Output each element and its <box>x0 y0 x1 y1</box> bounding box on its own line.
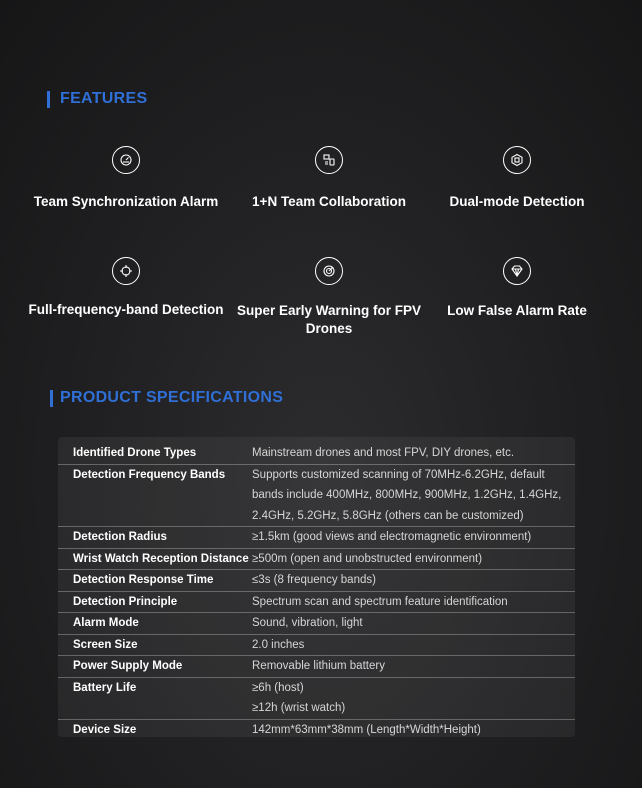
spec-row <box>58 720 575 741</box>
chip-icon <box>503 146 531 174</box>
spec-row <box>58 570 575 592</box>
spec-value-line: Supports customized scanning of 70MHz-6.2GHz, default <box>252 468 545 481</box>
spec-value-line: 2.0 inches <box>252 638 305 651</box>
specs-heading <box>50 389 283 407</box>
feature-label: Super Early Warning for FPV Drones <box>236 303 422 336</box>
spec-key: Detection Response Time <box>73 574 214 586</box>
feature-label: Team Synchronization Alarm <box>33 194 219 209</box>
spec-value <box>252 678 575 719</box>
feature-dual-mode-detection <box>417 146 617 211</box>
spec-key: Detection Principle <box>73 595 178 608</box>
spec-key: Device Size <box>73 723 137 736</box>
spec-value-line: Spectrum scan and spectrum feature identification <box>252 595 508 608</box>
feature-team-collaboration <box>229 146 429 211</box>
spec-key: Detection Frequency Bands <box>73 468 226 481</box>
spec-row <box>58 465 575 528</box>
heading-accent-bar <box>47 91 50 108</box>
spec-value <box>252 592 575 613</box>
feature-low-false-alarm <box>417 257 617 320</box>
spec-key: Screen Size <box>73 638 138 651</box>
features-heading-text: FEATURES <box>60 90 148 107</box>
diamond-icon <box>503 257 531 285</box>
spec-value <box>252 635 575 656</box>
spec-row <box>58 613 575 635</box>
features-heading <box>47 90 147 108</box>
spec-key: Battery Life <box>73 681 137 694</box>
spec-value-line: ≥6h (host) <box>252 681 304 694</box>
feature-label: Full-frequency-band Detection <box>28 302 224 317</box>
spec-value <box>252 527 575 548</box>
spec-value-line: ≥1.5km (good views and electromagnetic environment) <box>252 531 532 543</box>
spec-value <box>252 720 575 741</box>
specs-heading-text: PRODUCT SPECIFICATIONS <box>60 389 284 406</box>
spec-row <box>58 592 575 614</box>
spec-key: Wrist Watch Reception Distance <box>73 552 249 565</box>
crosshair-icon <box>112 257 140 285</box>
spec-row <box>58 678 575 720</box>
spec-value <box>252 443 575 464</box>
spec-key: Detection Radius <box>73 531 167 543</box>
feature-team-sync-alarm <box>26 146 226 211</box>
devices-icon <box>315 146 343 174</box>
spec-row <box>58 437 575 465</box>
spec-value-line: ≤3s (8 frequency bands) <box>252 574 376 586</box>
spec-value-line: 2.4GHz, 5.2GHz, 5.8GHz (others can be customized) <box>252 509 524 522</box>
spec-value-line: ≥500m (open and unobstructed environment) <box>252 552 483 565</box>
spec-row <box>58 527 575 549</box>
spec-value-line: bands include 400MHz, 800MHz, 900MHz, 1.2GHz, 1.4GHz, <box>252 489 562 501</box>
spec-value <box>252 465 575 527</box>
gauge-icon <box>112 146 140 174</box>
specs-table <box>58 437 575 737</box>
feature-label: 1+N Team Collaboration <box>252 194 406 209</box>
heading-accent-bar <box>50 390 53 407</box>
spec-value-line: Sound, vibration, light <box>252 617 363 629</box>
spec-value <box>252 570 575 591</box>
spec-value-line: 142mm*63mm*38mm (Length*Width*Height) <box>252 723 481 736</box>
feature-label: Low False Alarm Rate <box>447 303 587 318</box>
spec-value-line: ≥12h (wrist watch) <box>252 702 346 714</box>
feature-label: Dual-mode Detection <box>449 194 585 209</box>
spec-key: Alarm Mode <box>73 617 139 629</box>
spec-value-line: Removable lithium battery <box>252 660 385 672</box>
spec-value <box>252 613 575 634</box>
spec-row <box>58 549 575 571</box>
feature-full-frequency-detection <box>26 257 226 319</box>
spec-key: Identified Drone Types <box>73 447 197 459</box>
spec-value <box>252 656 575 677</box>
spec-value <box>252 549 575 570</box>
radar-icon <box>315 257 343 285</box>
spec-row <box>58 656 575 678</box>
spec-row <box>58 635 575 657</box>
spec-value-line: Mainstream drones and most FPV, DIY drones, etc. <box>252 447 515 459</box>
feature-fpv-early-warning <box>229 257 429 338</box>
spec-key: Power Supply Mode <box>73 660 183 672</box>
